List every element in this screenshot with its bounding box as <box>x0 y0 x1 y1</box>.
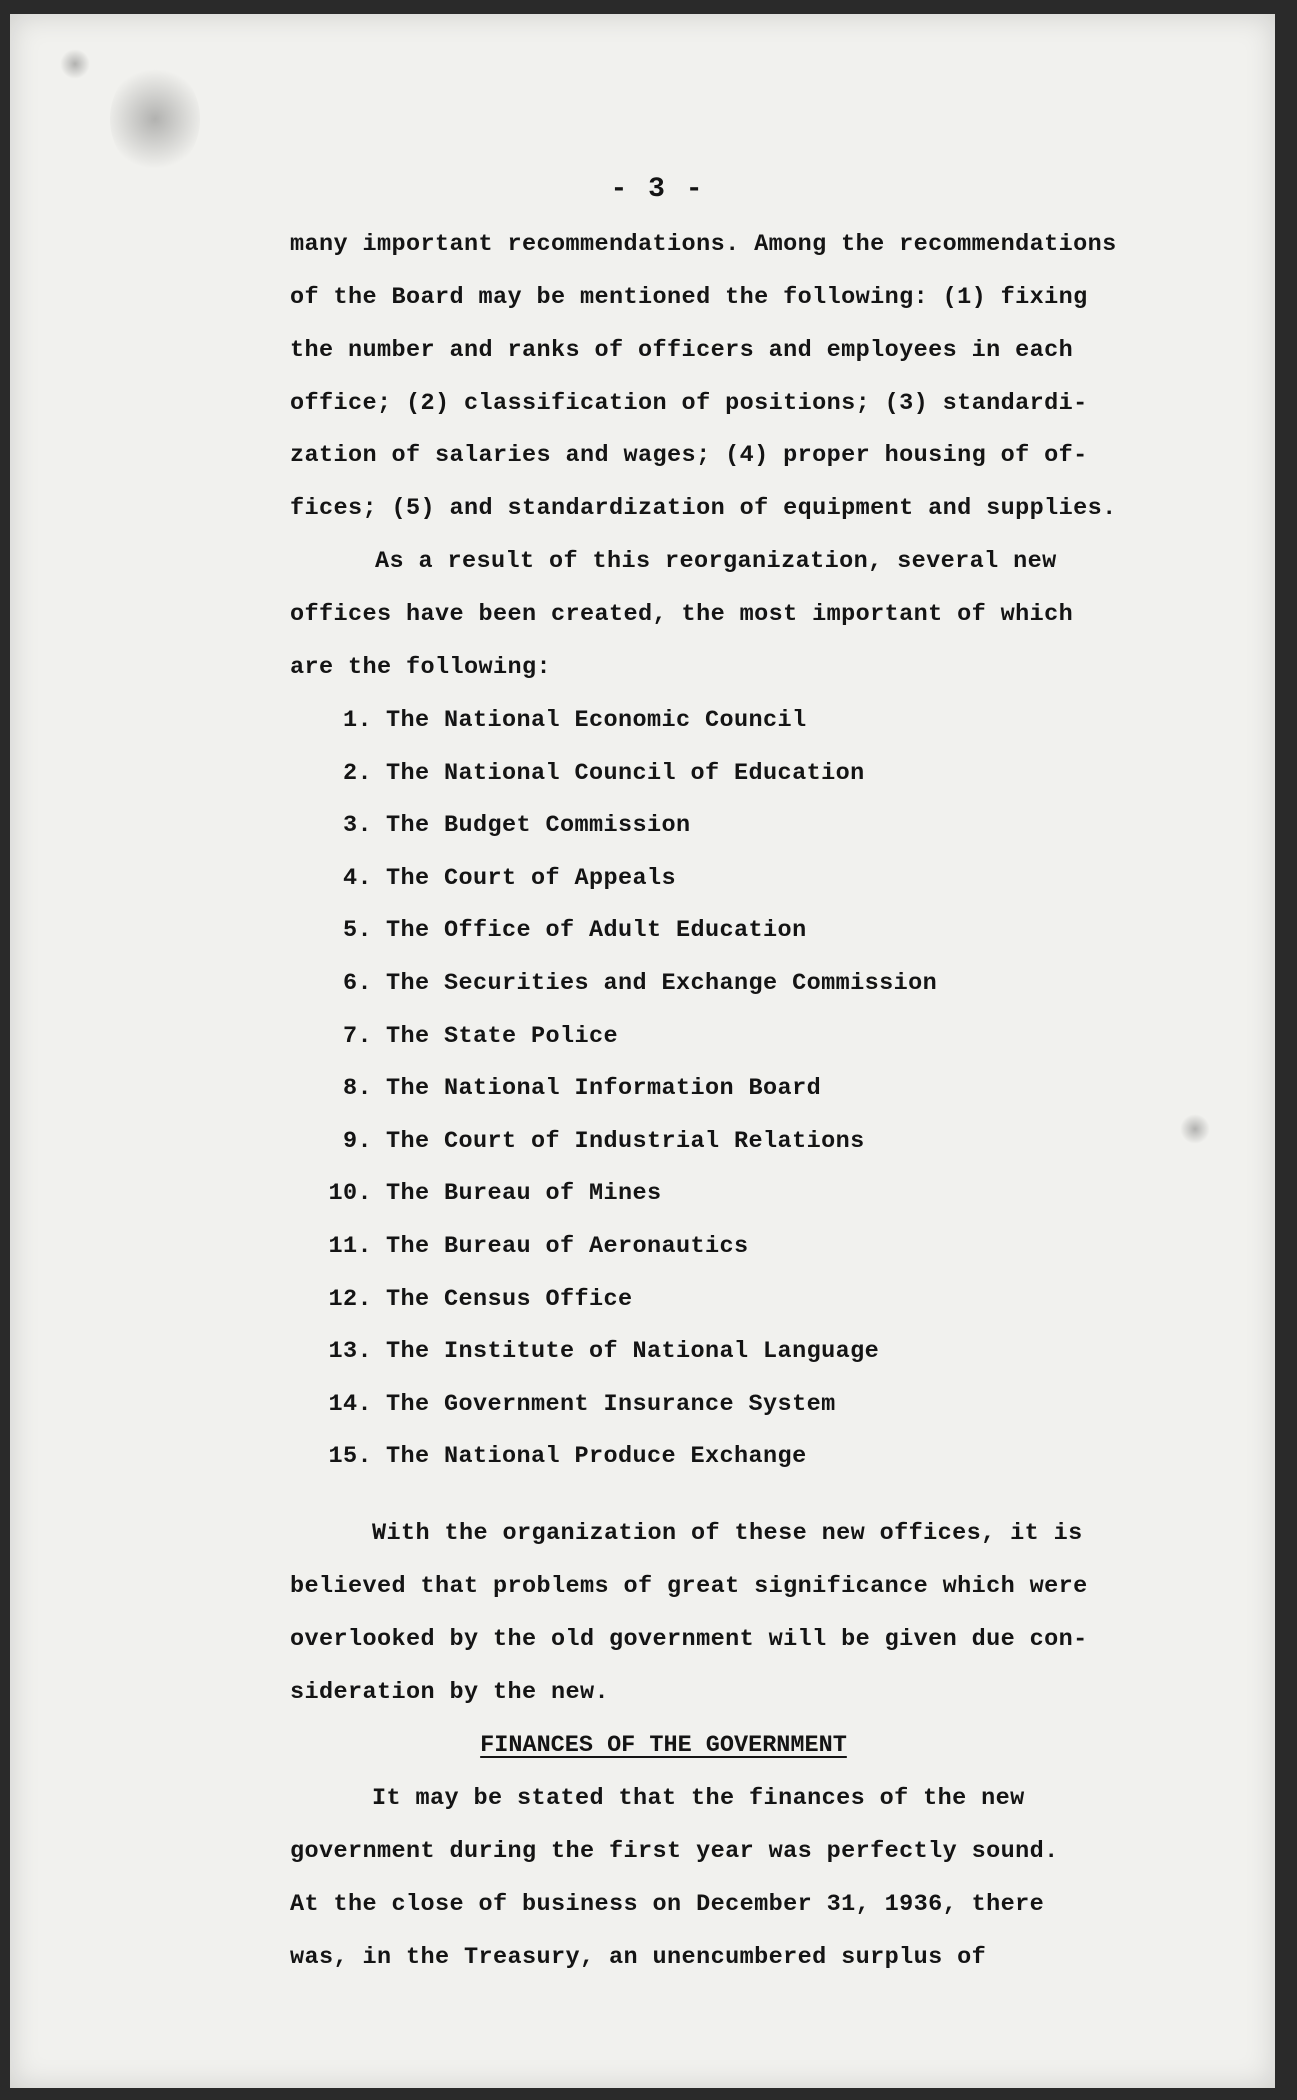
paragraph-line: overlooked by the old government will be given due con- <box>290 1626 1088 1653</box>
list-item-label: The Office of Adult Education <box>386 917 807 945</box>
list-item <box>322 969 937 999</box>
list-item <box>322 1232 749 1262</box>
list-item-label: The Bureau of Mines <box>386 1180 662 1208</box>
list-item <box>322 916 807 946</box>
paragraph-line: offices have been created, the most important of which <box>290 601 1074 628</box>
list-item-number: 6. <box>342 970 372 997</box>
page-number: - 3 - <box>610 174 705 205</box>
paragraph-line: government during the first year was perfectly sound. <box>290 1838 1059 1865</box>
ink-smudge <box>60 49 90 79</box>
paragraph-line: was, in the Treasury, an unencumbered surplus of <box>290 1944 987 1971</box>
paragraph-line: are the following: <box>290 654 552 681</box>
list-item-label: The Census Office <box>386 1285 633 1313</box>
list-item-number: 4. <box>342 864 372 892</box>
list-item-number: 13. <box>328 1338 372 1366</box>
paragraph-line: It may be stated that the finances of the new <box>372 1785 1025 1812</box>
list-item-number: 10. <box>328 1180 372 1208</box>
list-item-label: The Securities and Exchange Commission <box>386 970 938 997</box>
list-item-number: 5. <box>342 917 372 945</box>
list-item-label: The Bureau of Aeronautics <box>386 1233 749 1260</box>
list-item-label: The National Economic Council <box>386 707 807 734</box>
paragraph-line: fices; (5) and standardization of equipment and supplies. <box>290 495 1117 522</box>
list-item-number: 15. <box>328 1443 372 1471</box>
list-item-number: 1. <box>342 707 372 734</box>
list-item-label: The Court of Industrial Relations <box>386 1127 865 1155</box>
paragraph-line: of the Board may be mentioned the following: (1) fixing <box>290 284 1088 311</box>
list-item-number: 11. <box>328 1233 372 1260</box>
list-item-label: The Institute of National Language <box>386 1338 880 1366</box>
list-item <box>322 1337 879 1367</box>
list-item <box>322 1390 836 1420</box>
paragraph-line: believed that problems of great significance which were <box>290 1573 1088 1600</box>
list-item-number: 2. <box>342 759 372 787</box>
list-item-label: The Court of Appeals <box>386 864 677 892</box>
list-item-label: The State Police <box>386 1022 619 1050</box>
list-item-label: The National Information Board <box>386 1075 822 1103</box>
paragraph-line: With the organization of these new offices, it is <box>372 1520 1083 1547</box>
paragraph-line: As a result of this reorganization, several new <box>375 548 1057 575</box>
list-item-number: 3. <box>342 812 372 840</box>
list-item <box>322 1442 807 1472</box>
paragraph-line: the number and ranks of officers and employees in each <box>290 337 1074 364</box>
list-item <box>322 1022 618 1052</box>
list-item-number: 14. <box>328 1390 372 1418</box>
paragraph-line: At the close of business on December 31, 1936, there <box>290 1891 1045 1918</box>
list-item-label: The National Produce Exchange <box>386 1443 807 1471</box>
list-item <box>322 1127 865 1157</box>
ink-smudge <box>110 64 200 174</box>
paragraph-line: office; (2) classification of positions; (3) standardi- <box>290 390 1088 417</box>
list-item <box>322 1074 821 1104</box>
paragraph-line: many important recommendations. Among the recommendations <box>290 231 1117 258</box>
document-page <box>10 14 1275 2088</box>
list-item-label: The National Council of Education <box>386 759 865 787</box>
paragraph-line: sideration by the new. <box>290 1679 610 1706</box>
list-item <box>322 706 807 736</box>
ink-smudge <box>1180 1114 1210 1144</box>
list-item-label: The Budget Commission <box>386 812 691 840</box>
list-item-number: 7. <box>342 1022 372 1050</box>
section-heading: FINANCES OF THE GOVERNMENT <box>480 1732 847 1759</box>
list-item <box>322 1179 662 1209</box>
list-item <box>322 1285 633 1315</box>
list-item-number: 9. <box>342 1127 372 1155</box>
list-item <box>322 864 676 894</box>
list-item <box>322 811 691 841</box>
list-item <box>322 759 865 789</box>
list-item-number: 8. <box>342 1075 372 1103</box>
list-item-number: 12. <box>328 1285 372 1313</box>
list-item-label: The Government Insurance System <box>386 1390 836 1418</box>
paragraph-line: zation of salaries and wages; (4) proper housing of of- <box>290 442 1088 469</box>
